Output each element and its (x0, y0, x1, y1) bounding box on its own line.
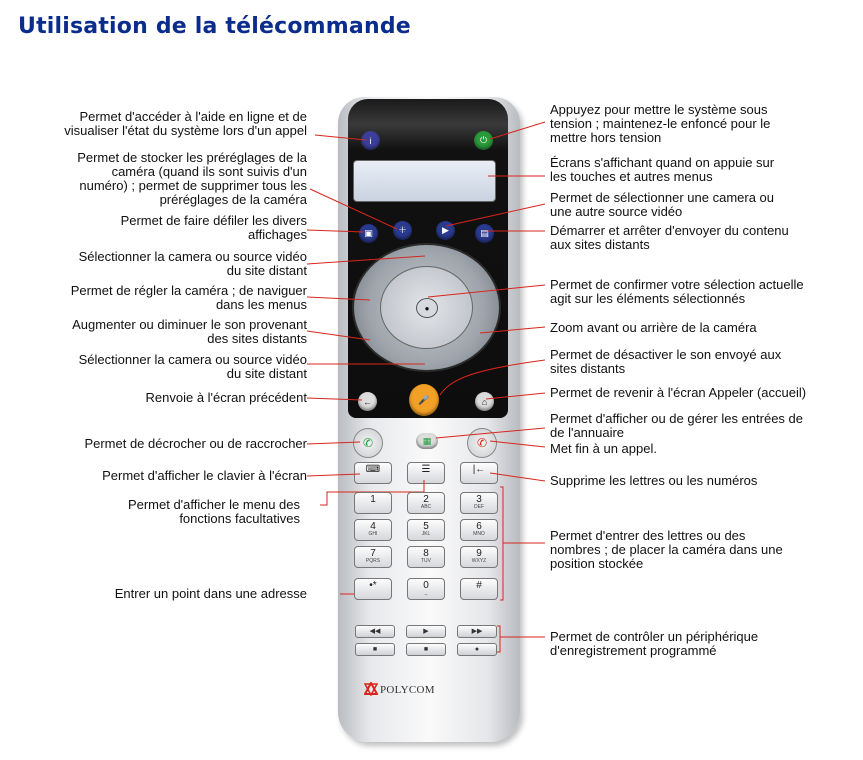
label-keyboard: Permet d'afficher le clavier à l'écran (102, 468, 307, 483)
keypad-key[interactable] (460, 492, 498, 514)
label-power: Appuyez pour mettre le système sous tension ; maintenez-le enfoncé pour le mettre hors tension (550, 102, 771, 145)
camera-button[interactable]: ▶ (436, 221, 455, 240)
keypad-key-digit: # (476, 580, 482, 591)
label-views: Permet de faire défiler les divers affichages (120, 213, 307, 242)
stop-button[interactable]: ■ (355, 643, 395, 656)
keypad-key-digit: 5 (423, 521, 429, 532)
keypad-key[interactable] (460, 578, 498, 600)
label-camera-select: Permet de sélectionner une camera ou une autre source vidéo (550, 190, 775, 219)
label-zoom: Zoom avant ou arrière de la caméra (550, 320, 757, 335)
keypad-key-digit: 2 (423, 494, 429, 505)
play-button[interactable]: ▶ (406, 625, 446, 638)
keypad-key[interactable] (407, 546, 445, 568)
label-recording: Permet de contrôler un périphérique d'enregistrement programmé (550, 629, 759, 658)
label-adjust-camera: Permet de régler la caméra ; de naviguer dans les menus (70, 283, 307, 312)
delete-button[interactable]: |← (460, 462, 498, 484)
back-button[interactable]: ← (358, 392, 377, 411)
presets-button[interactable]: ꔰ (393, 221, 412, 240)
keypad-key-letters: _ (424, 590, 428, 596)
keypad-key[interactable] (354, 546, 392, 568)
label-content: Démarrer et arrêter d'envoyer du contenu aux sites distants (550, 223, 789, 252)
power-button[interactable]: ⏻ (474, 131, 493, 150)
keypad-key-letters: TUV (421, 558, 431, 564)
label-numbers: Permet d'entrer des lettres ou des nombres ; de placer la caméra dans une position stockée (550, 528, 783, 571)
keypad-key-digit: 8 (423, 548, 429, 559)
keypad-key-digit: 3 (476, 494, 482, 505)
keypad-key[interactable] (407, 519, 445, 541)
select-button[interactable]: ● (416, 298, 438, 318)
keypad-key-digit: 6 (476, 521, 482, 532)
keypad-key[interactable] (407, 492, 445, 514)
keypad-key-digit: 0 (423, 580, 429, 591)
content-button[interactable]: ▤ (475, 224, 494, 243)
label-call: Permet de décrocher ou de raccrocher (84, 436, 307, 451)
keypad-key-digit: 9 (476, 548, 482, 559)
keypad-key-letters: WXYZ (471, 558, 487, 564)
home-button[interactable]: ⌂ (475, 392, 494, 411)
label-back: Renvoie à l'écran précédent (145, 390, 307, 405)
keypad-key-digit: 4 (370, 521, 376, 532)
fast-forward-button[interactable]: ▶▶ (457, 625, 497, 638)
keyboard-button[interactable]: ⌨ (354, 462, 392, 484)
label-options: Permet d'afficher le menu des fonctions facultatives (127, 497, 300, 526)
keypad-key-letters: JKL (421, 531, 431, 537)
stop-button-2[interactable]: ■ (406, 643, 446, 656)
brand-label: POLYCOM (380, 684, 435, 696)
keypad-key[interactable] (460, 546, 498, 568)
label-home: Permet de revenir à l'écran Appeler (accueil) (550, 385, 807, 400)
mute-button[interactable]: 🎤 (409, 384, 439, 416)
keypad-key-digit: •* (369, 580, 377, 591)
label-directory: Permet d'afficher ou de gérer les entrées de de l'annuaire (550, 411, 803, 440)
keypad-key[interactable] (407, 578, 445, 600)
keypad-key-digit: 7 (370, 548, 376, 559)
label-far-camera-bottom: Sélectionner la camera ou source vidéo du site distant (78, 352, 307, 381)
label-mute: Permet de désactiver le son envoyé aux sites distants (550, 347, 782, 376)
rewind-button[interactable]: ◀◀ (355, 625, 395, 638)
keypad-key[interactable] (354, 578, 392, 600)
keypad-key[interactable] (354, 492, 392, 514)
keypad-key-letters: GHI (368, 531, 378, 537)
call-button[interactable]: ✆ (353, 428, 383, 458)
keypad-key[interactable] (354, 519, 392, 541)
keypad-key-letters: ABC (420, 504, 432, 510)
label-delete: Supprime les lettres ou les numéros (550, 473, 758, 488)
options-button[interactable]: ☰ (407, 462, 445, 484)
label-help: Permet d'accéder à l'aide en ligne et de visualiser l'état du système lors d'un appel (64, 109, 307, 138)
label-hangup: Met fin à un appel. (550, 441, 657, 456)
keypad-key-digit: 1 (370, 494, 376, 505)
directory-button[interactable]: ▦ (416, 433, 438, 449)
label-confirm: Permet de confirmer votre sélection actuelle agit sur les éléments sélectionnés (550, 277, 804, 306)
label-volume: Augmenter ou diminuer le son provenant des sites distants (72, 317, 307, 346)
views-button[interactable]: ▣ (359, 224, 378, 243)
page-title: Utilisation de la télécommande (18, 14, 411, 39)
record-button[interactable]: ● (457, 643, 497, 656)
label-dot: Entrer un point dans une adresse (114, 586, 307, 601)
label-screens: Écrans s'affichant quand on appuie sur les touches et autres menus (550, 155, 775, 184)
help-button[interactable]: i (361, 131, 380, 150)
keypad-key-letters: PQRS (365, 558, 381, 564)
hangup-button[interactable]: ✆ (467, 428, 497, 458)
keypad-key-letters: DEF (474, 504, 484, 510)
keypad-key-letters: MNO (473, 531, 485, 537)
label-presets: Permet de stocker les préréglages de la caméra (quand ils sont suivis d'un numéro) ; permet de supprimer tous les préréglages de la caméra (77, 150, 307, 207)
label-far-camera-top: Sélectionner la camera ou source vidéo du site distant (78, 249, 307, 278)
keypad-key[interactable] (460, 519, 498, 541)
